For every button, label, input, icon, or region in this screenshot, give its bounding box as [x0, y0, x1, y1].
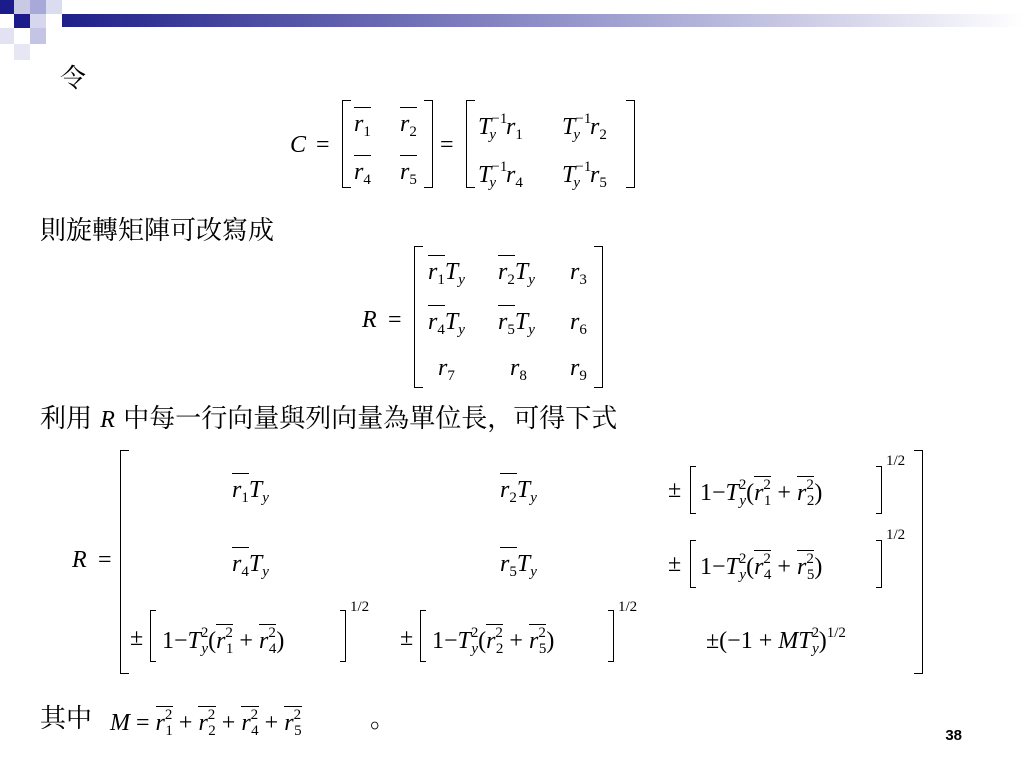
c-equals-2: =	[440, 132, 454, 158]
page-number: 38	[945, 727, 962, 744]
r1-lhs: R	[362, 307, 377, 333]
r2-bracket-open	[120, 450, 129, 674]
r2-cell-r5ty: $r_5T_y$	[500, 552, 537, 580]
r2-cell-mty: $\pm(-1 + MT^2_y)^{1/2}$	[706, 625, 846, 657]
r2-exp-12: 1/2	[886, 453, 906, 469]
c-cell-tinv-r4: $T^{-1}_y$ $r_4$	[478, 159, 523, 191]
m-definition: $M = r^2_1 + r^2_2 + r^2_4 + r^2_5$	[110, 707, 302, 739]
r2-exp-14: 1/2	[350, 599, 370, 615]
c-cell-tinv-r1: $T^{-1}_y$ $r_1$	[478, 111, 523, 143]
text-ling: 令	[60, 64, 87, 94]
c-cell-tinv-r2: $T^{-1}_y$ $r_2$	[562, 111, 607, 143]
r1-cell-r9: $r_9$	[570, 355, 587, 384]
r1-cell-r2ty: $r_2T_y$	[498, 260, 535, 288]
c-cell-r4: $r_4$	[354, 160, 371, 188]
c-left-bracket-open	[342, 100, 351, 188]
r1-cell-r6: $r_6$	[570, 309, 587, 338]
c-left-bracket-close	[424, 100, 433, 188]
r2-cell-sqrt-14: ±	[130, 625, 144, 651]
r2-inner-bracket-45-close	[876, 540, 882, 588]
line3-r: R	[100, 407, 115, 433]
r2-cell-r1ty: $r_1T_y$	[232, 478, 269, 506]
r1-equals: =	[388, 307, 402, 333]
c-cell-r1: $r_1$	[354, 112, 371, 140]
r2-cell-r4ty: $r_4T_y$	[232, 552, 269, 580]
r2-cell-expr-12: $1-T^2_y(r^2_1 + r^2_2)$	[700, 477, 823, 509]
r2-cell-sqrt-12: ±	[668, 477, 682, 503]
r2-inner-bracket-14-close	[340, 610, 346, 662]
r1-cell-r8: $r_8$	[510, 355, 527, 384]
r1-cell-r4ty: $r_4T_y$	[428, 310, 465, 338]
r1-cell-r5ty: $r_5T_y$	[498, 310, 535, 338]
r1-cell-r1ty: $r_1T_y$	[428, 260, 465, 288]
r2-cell-expr-14: $1-T^2_y(r^2_1 + r^2_4)$	[162, 625, 285, 657]
c-lhs: C	[290, 132, 307, 158]
r2-inner-bracket-14-open	[150, 610, 156, 662]
c-cell-r2: $r_2$	[400, 112, 417, 140]
r2-inner-bracket-12-close	[876, 466, 882, 514]
c-equals-1: =	[316, 132, 330, 158]
r2-cell-expr-25: $1-T^2_y(r^2_2 + r^2_5)$	[432, 625, 555, 657]
slide-header-decoration	[0, 0, 1024, 70]
r2-inner-bracket-12-open	[690, 466, 696, 514]
r2-cell-sqrt-25: ±	[400, 625, 414, 651]
text-rotation-matrix-rewrite: 則旋轉矩陣可改寫成	[40, 216, 275, 246]
line3-suffix: 中每一行向量與列向量為單位長，可得下式	[123, 404, 618, 434]
r2-inner-bracket-45-open	[690, 540, 696, 588]
c-right-bracket-close	[626, 100, 635, 188]
r1-bracket-open	[414, 246, 423, 388]
r2-equals: =	[98, 547, 112, 573]
text-period: 。	[370, 704, 397, 734]
r2-cell-r2ty: $r_2T_y$	[500, 478, 537, 506]
r2-cell-sqrt-45: ±	[668, 551, 682, 577]
r2-inner-bracket-25-open	[420, 610, 426, 662]
r2-exp-25: 1/2	[618, 599, 638, 615]
line3-prefix: 利用	[40, 404, 93, 434]
r1-cell-r3: $r_3$	[570, 259, 587, 288]
r2-bracket-close	[914, 450, 923, 674]
r2-inner-bracket-25-close	[608, 610, 614, 662]
text-where-prefix: 其中	[40, 704, 93, 734]
c-cell-r5: $r_5$	[400, 160, 417, 188]
text-unit-length-condition	[40, 404, 617, 435]
r2-exp-45: 1/2	[886, 527, 906, 543]
c-right-bracket-open	[466, 100, 475, 188]
r2-cell-expr-45: $1-T^2_y(r^2_4 + r^2_5)$	[700, 551, 823, 583]
r1-cell-r7: $r_7$	[438, 355, 455, 384]
r2-lhs: R	[72, 547, 87, 573]
c-cell-tinv-r5: $T^{-1}_y$ $r_5$	[562, 159, 607, 191]
r1-bracket-close	[594, 246, 603, 388]
